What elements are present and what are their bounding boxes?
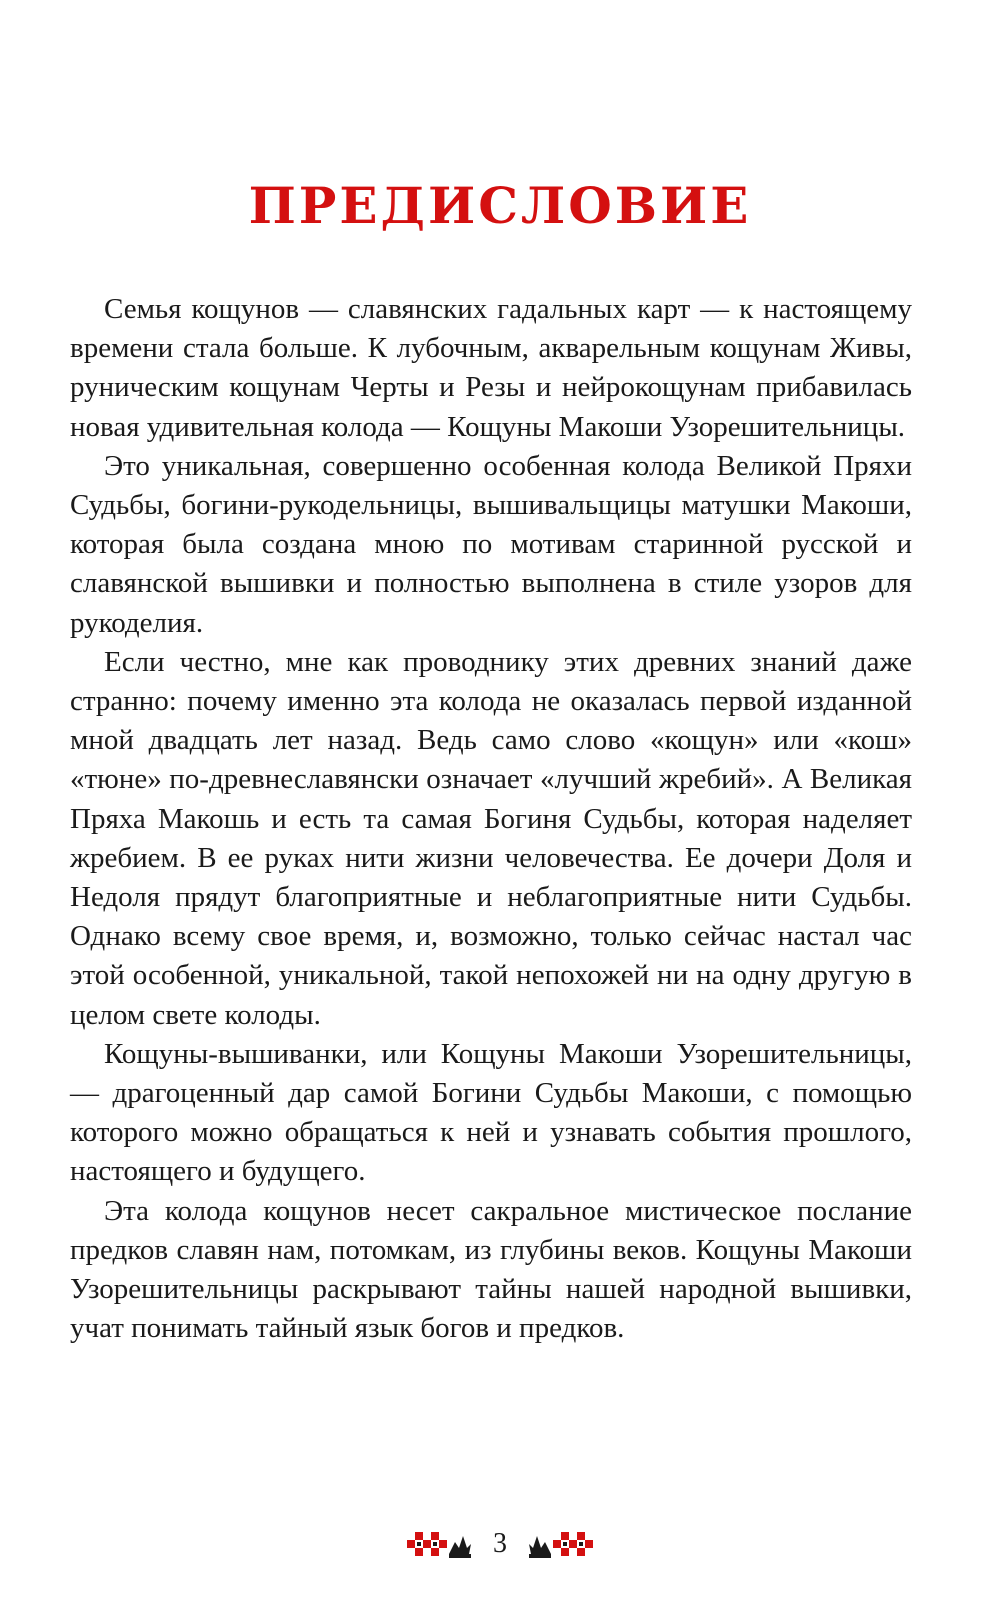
paragraph-2: Это уникальная, совершенно особенная колода Великой Пряхи Судьбы, богини-рукодельницы, вышивальщицы матушки Макоши, которая была создана мною по мотивам старинной русской и славянской вышивки и полностью выполнена в стиле узоров для рукоделия. bbox=[70, 449, 912, 639]
left-ornament-icon bbox=[403, 1524, 475, 1564]
paragraph-3: Если честно, мне как проводнику этих древних знаний даже странно: почему именно эта колода не оказалась первой изданной мной двадцать лет назад. Ведь само слово «кощун» или «кош» «тюне» по-древнеславянски означает «лучший жребий». А Великая Пряха Макошь и есть та самая Богиня Судьбы, которая наделяет жребием. В ее руках нити жизни человечества. Ее дочери Доля и Недоля прядут благоприятные и неблагоприятные нити Судьбы. Однако всему свое время, и, возможно, только сейчас настал час этой особенной, уникальной, такой непохожей ни на одну другую в целом свете колоды. bbox=[70, 645, 912, 1031]
body-text bbox=[70, 290, 912, 1348]
page-footer bbox=[0, 1522, 1000, 1566]
page-number: 3 bbox=[493, 1528, 507, 1559]
paragraph-5: Эта колода кощунов несет сакральное мистическое послание предков славян нам, потомкам, из глубины веков. Кощуны Макоши Узорешительницы раскрывают тайны нашей народной вышивки, учат понимать тайный язык богов и предков. bbox=[70, 1194, 912, 1345]
paragraph-1: Семья кощунов — славянских гадальных карт — к настоящему времени стала больше. К лубочным, акварельным кощунам Живы, руническим кощунам Черты и Резы и нейрокощунам прибавилась новая удивительная колода — Кощуны Макоши Узорешительницы. bbox=[70, 293, 912, 443]
chapter-title: ПРЕДИСЛОВИЕ bbox=[248, 176, 752, 235]
paragraph-4: Кощуны-вышиванки, или Кощуны Макоши Узорешительницы, — драгоценный дар самой Богини Судьбы Макоши, с помощью которого можно обращаться к ней и узнавать события прошлого, настоящего и будущего. bbox=[70, 1037, 912, 1188]
right-ornament-icon bbox=[525, 1524, 597, 1564]
